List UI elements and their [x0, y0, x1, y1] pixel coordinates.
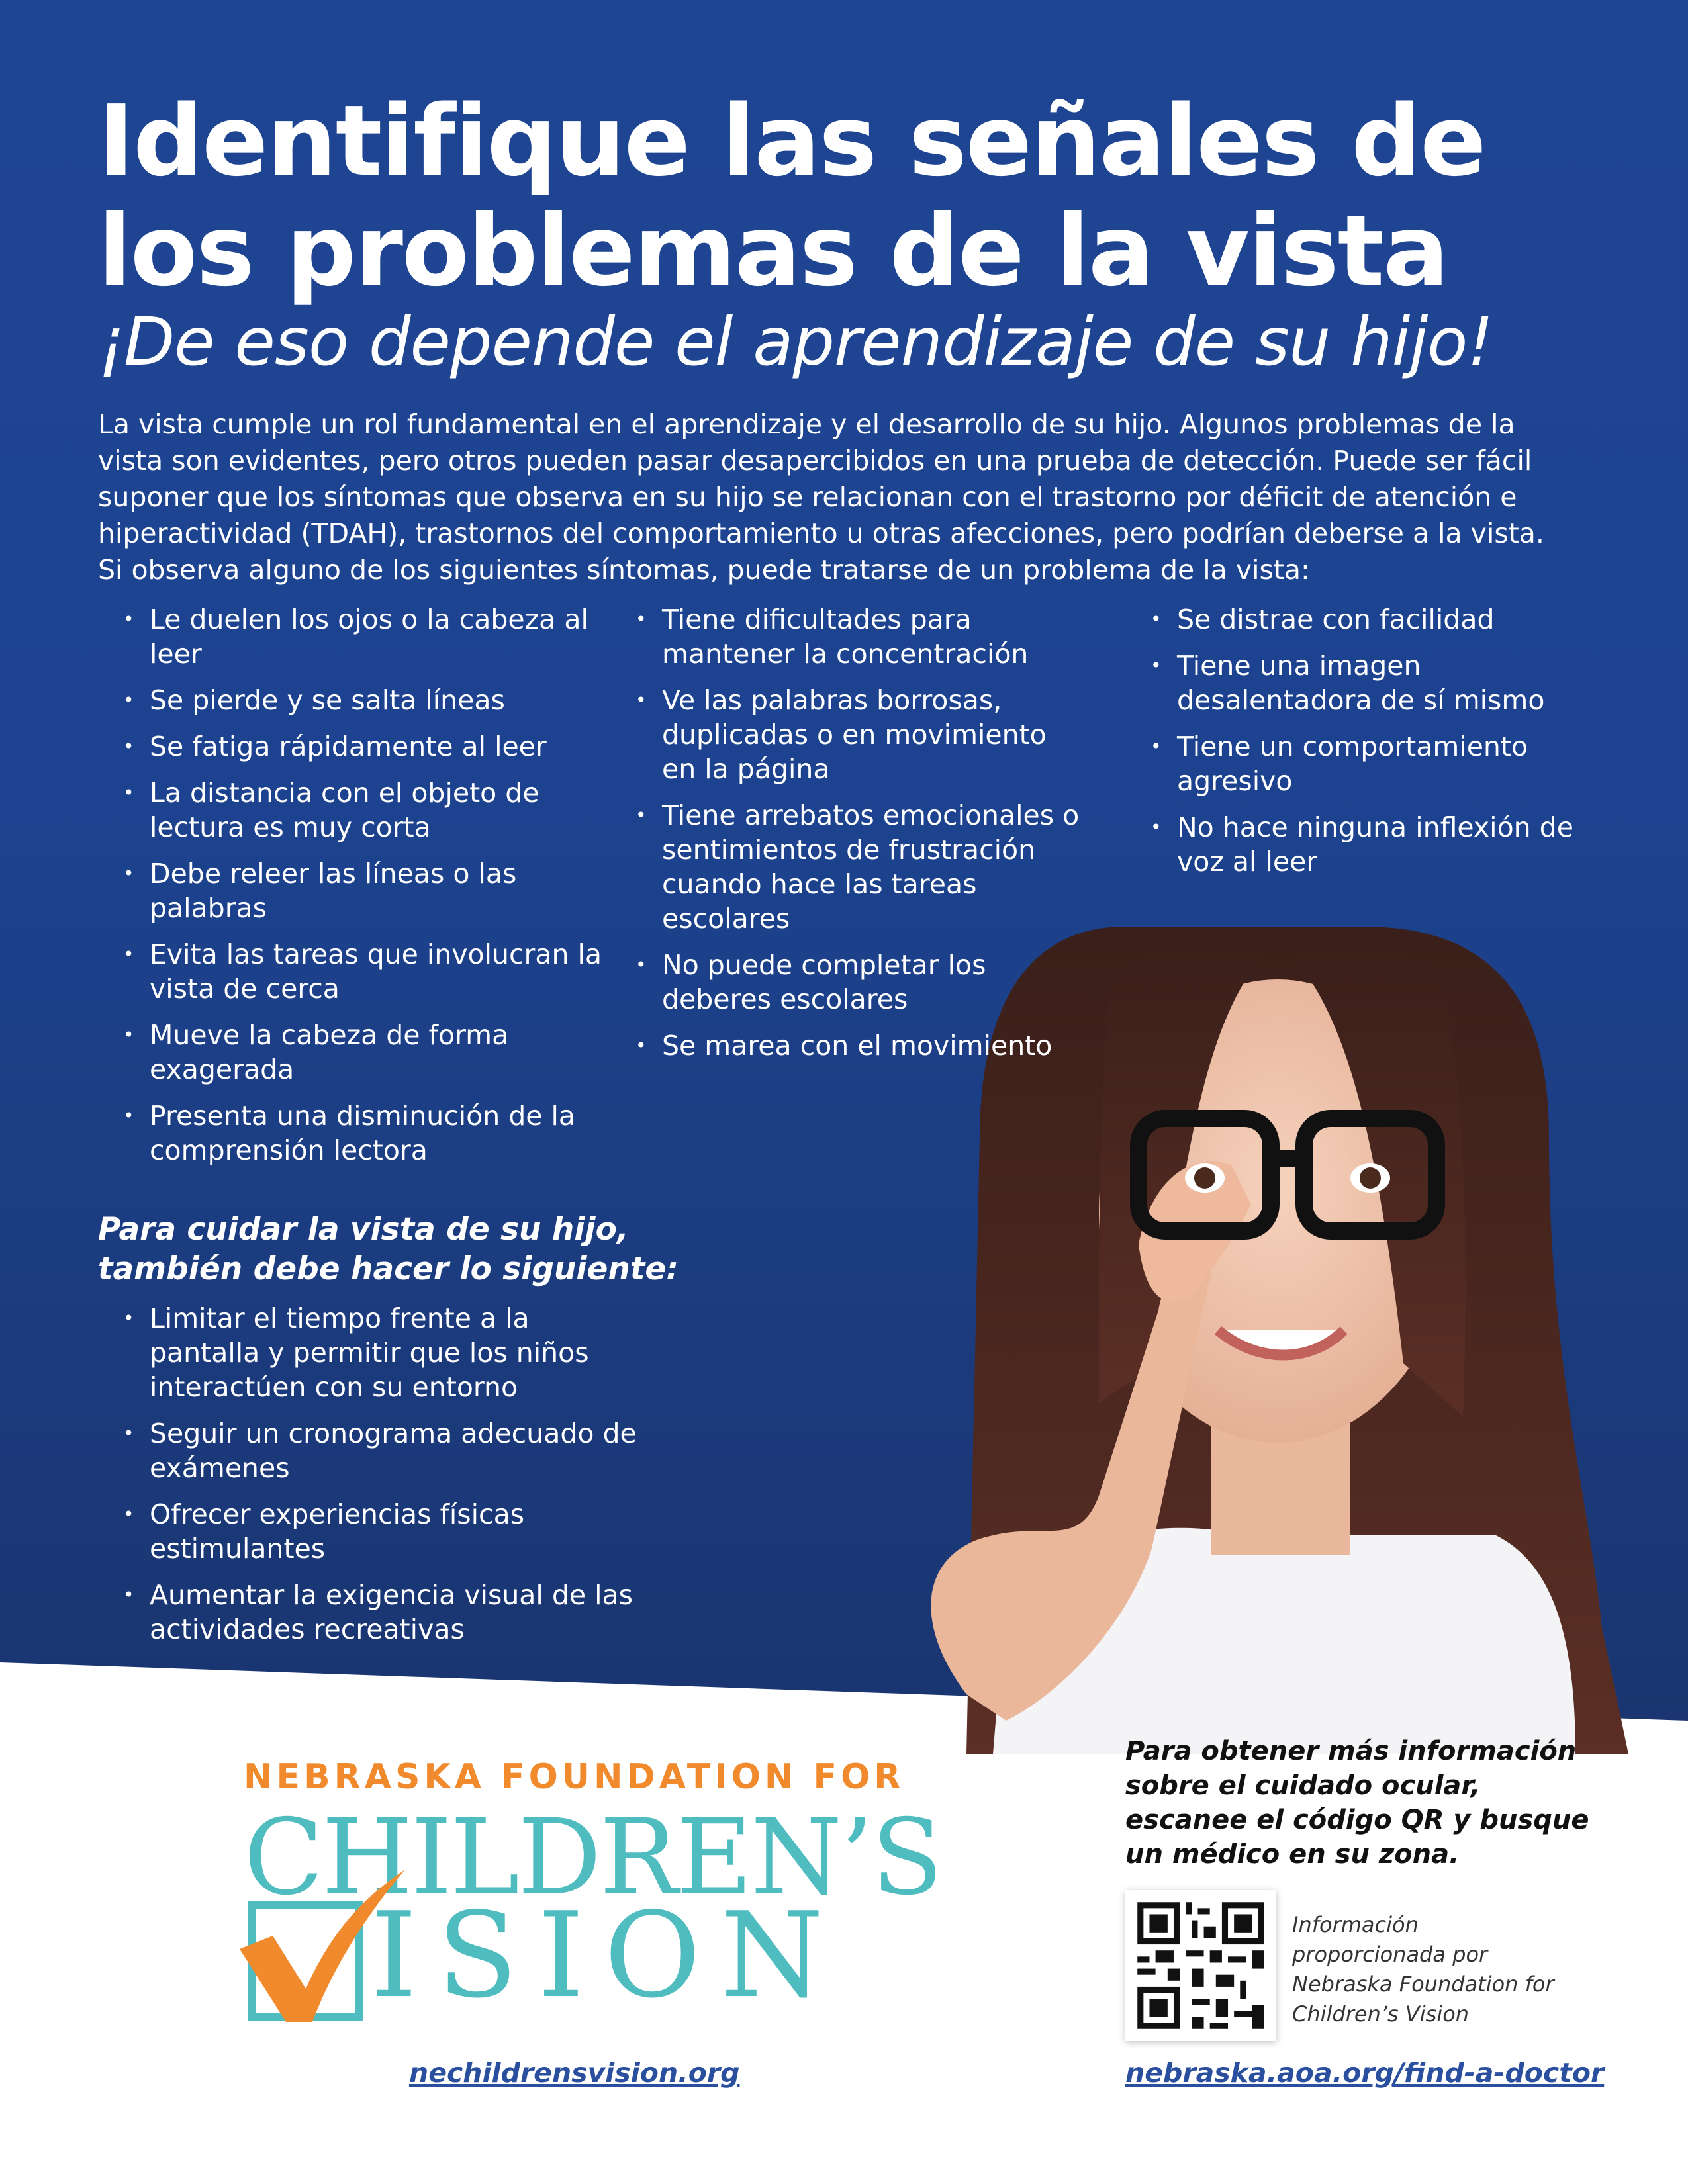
qr-code-graphic: [1125, 1890, 1276, 2041]
intro-line: suponer que los síntomas que observa en su hijo se relacionan con el trastorno por déficit de atención e: [98, 481, 1517, 513]
care-item: • Seguir un cronograma adecuado de exámenes: [98, 1416, 641, 1485]
symptom-item: • La distancia con el objeto de lectura es muy corta: [98, 776, 641, 844]
intro-line: Si observa alguno de los siguientes síntomas, puede tratarse de un problema de la vista:: [98, 554, 1310, 586]
provided-by-text: Información proporcionada por Nebraska Foundation for Children’s Vision: [1292, 1912, 1554, 2026]
care-heading: Para cuidar la vista de su hijo, también debe hacer lo siguiente:: [98, 1211, 679, 1287]
logo-top-text: NEBRASKA FOUNDATION FOR: [244, 1757, 905, 1797]
symptom-item: • Mueve la cabeza de forma exagerada: [98, 1018, 641, 1087]
symptom-list-column-3: [1125, 602, 1602, 891]
symptom-item: • Debe releer las líneas o las palabras: [98, 856, 641, 925]
more-info-text: Para obtener más información sobre el cuidado ocular, escanee el código QR y busque un médico en su zona.: [1125, 1736, 1589, 1870]
intro-paragraph: [98, 406, 1544, 588]
intro-line: hiperactividad (TDAH), trastornos del comportamiento u otras afecciones, pero podrían deberse a la vista.: [98, 518, 1544, 549]
symptom-item: • No puede completar los deberes escolares: [610, 948, 1087, 1017]
symptom-item: • Se fatiga rápidamente al leer: [98, 729, 641, 764]
symptom-item: • Tiene una imagen desalentadora de sí mismo: [1125, 649, 1602, 717]
symptom-item: • Se pierde y se salta líneas: [98, 683, 641, 717]
symptom-item: • Le duelen los ojos o la cabeza al leer: [98, 602, 641, 671]
care-item: • Aumentar la exigencia visual de las actividades recreativas: [98, 1578, 641, 1647]
page-title: [98, 86, 1620, 306]
symptom-list-column-2: [610, 602, 1087, 1075]
page-subtitle: ¡De eso depende el aprendizaje de su hijo!: [98, 303, 1493, 381]
care-list: [98, 1301, 641, 1659]
symptom-item: • Ve las palabras borrosas, duplicadas o en movimiento en la página: [610, 683, 1087, 786]
care-item: • Limitar el tiempo frente a la pantalla y permitir que los niños interactúen con su entorno: [98, 1301, 641, 1404]
intro-line: vista son evidentes, pero otros pueden pasar desapercibidos en una prueba de detección. Puede ser fácil: [98, 445, 1532, 477]
logo-middle-text: CHILDREN’S: [244, 1797, 941, 1919]
symptom-item: • Tiene un comportamiento agresivo: [1125, 729, 1602, 798]
symptom-item: • Tiene arrebatos emocionales o sentimientos de frustración cuando hace las tareas escolares: [610, 798, 1087, 936]
find-a-doctor-link[interactable]: nebraska.aoa.org/find-a-doctor: [1125, 2057, 1605, 2089]
website-link[interactable]: nechildrensvision.org: [409, 2057, 740, 2089]
nebraska-foundation-logo: [244, 1757, 941, 2024]
symptom-list-column-1: [98, 602, 641, 1179]
qr-code-icon[interactable]: [1125, 1890, 1276, 2041]
intro-line: La vista cumple un rol fundamental en el aprendizaje y el desarrollo de su hijo. Algunos problemas de la: [98, 408, 1515, 440]
symptom-item: • Tiene dificultades para mantener la concentración: [610, 602, 1087, 671]
title-line: los problemas de la vista: [98, 194, 1448, 308]
symptom-item: • Se distrae con facilidad: [1125, 602, 1602, 637]
symptom-item: • No hace ninguna inflexión de voz al leer: [1125, 810, 1602, 879]
symptom-item: • Se marea con el movimiento: [610, 1028, 1087, 1063]
title-line: Identifique las señales de: [98, 84, 1485, 198]
symptom-item: • Presenta una disminución de la comprensión lectora: [98, 1099, 641, 1167]
symptom-item: • Evita las tareas que involucran la vista de cerca: [98, 937, 641, 1006]
care-item: • Ofrecer experiencias físicas estimulantes: [98, 1497, 641, 1566]
logo-bottom-text: ISION: [371, 1887, 844, 2024]
